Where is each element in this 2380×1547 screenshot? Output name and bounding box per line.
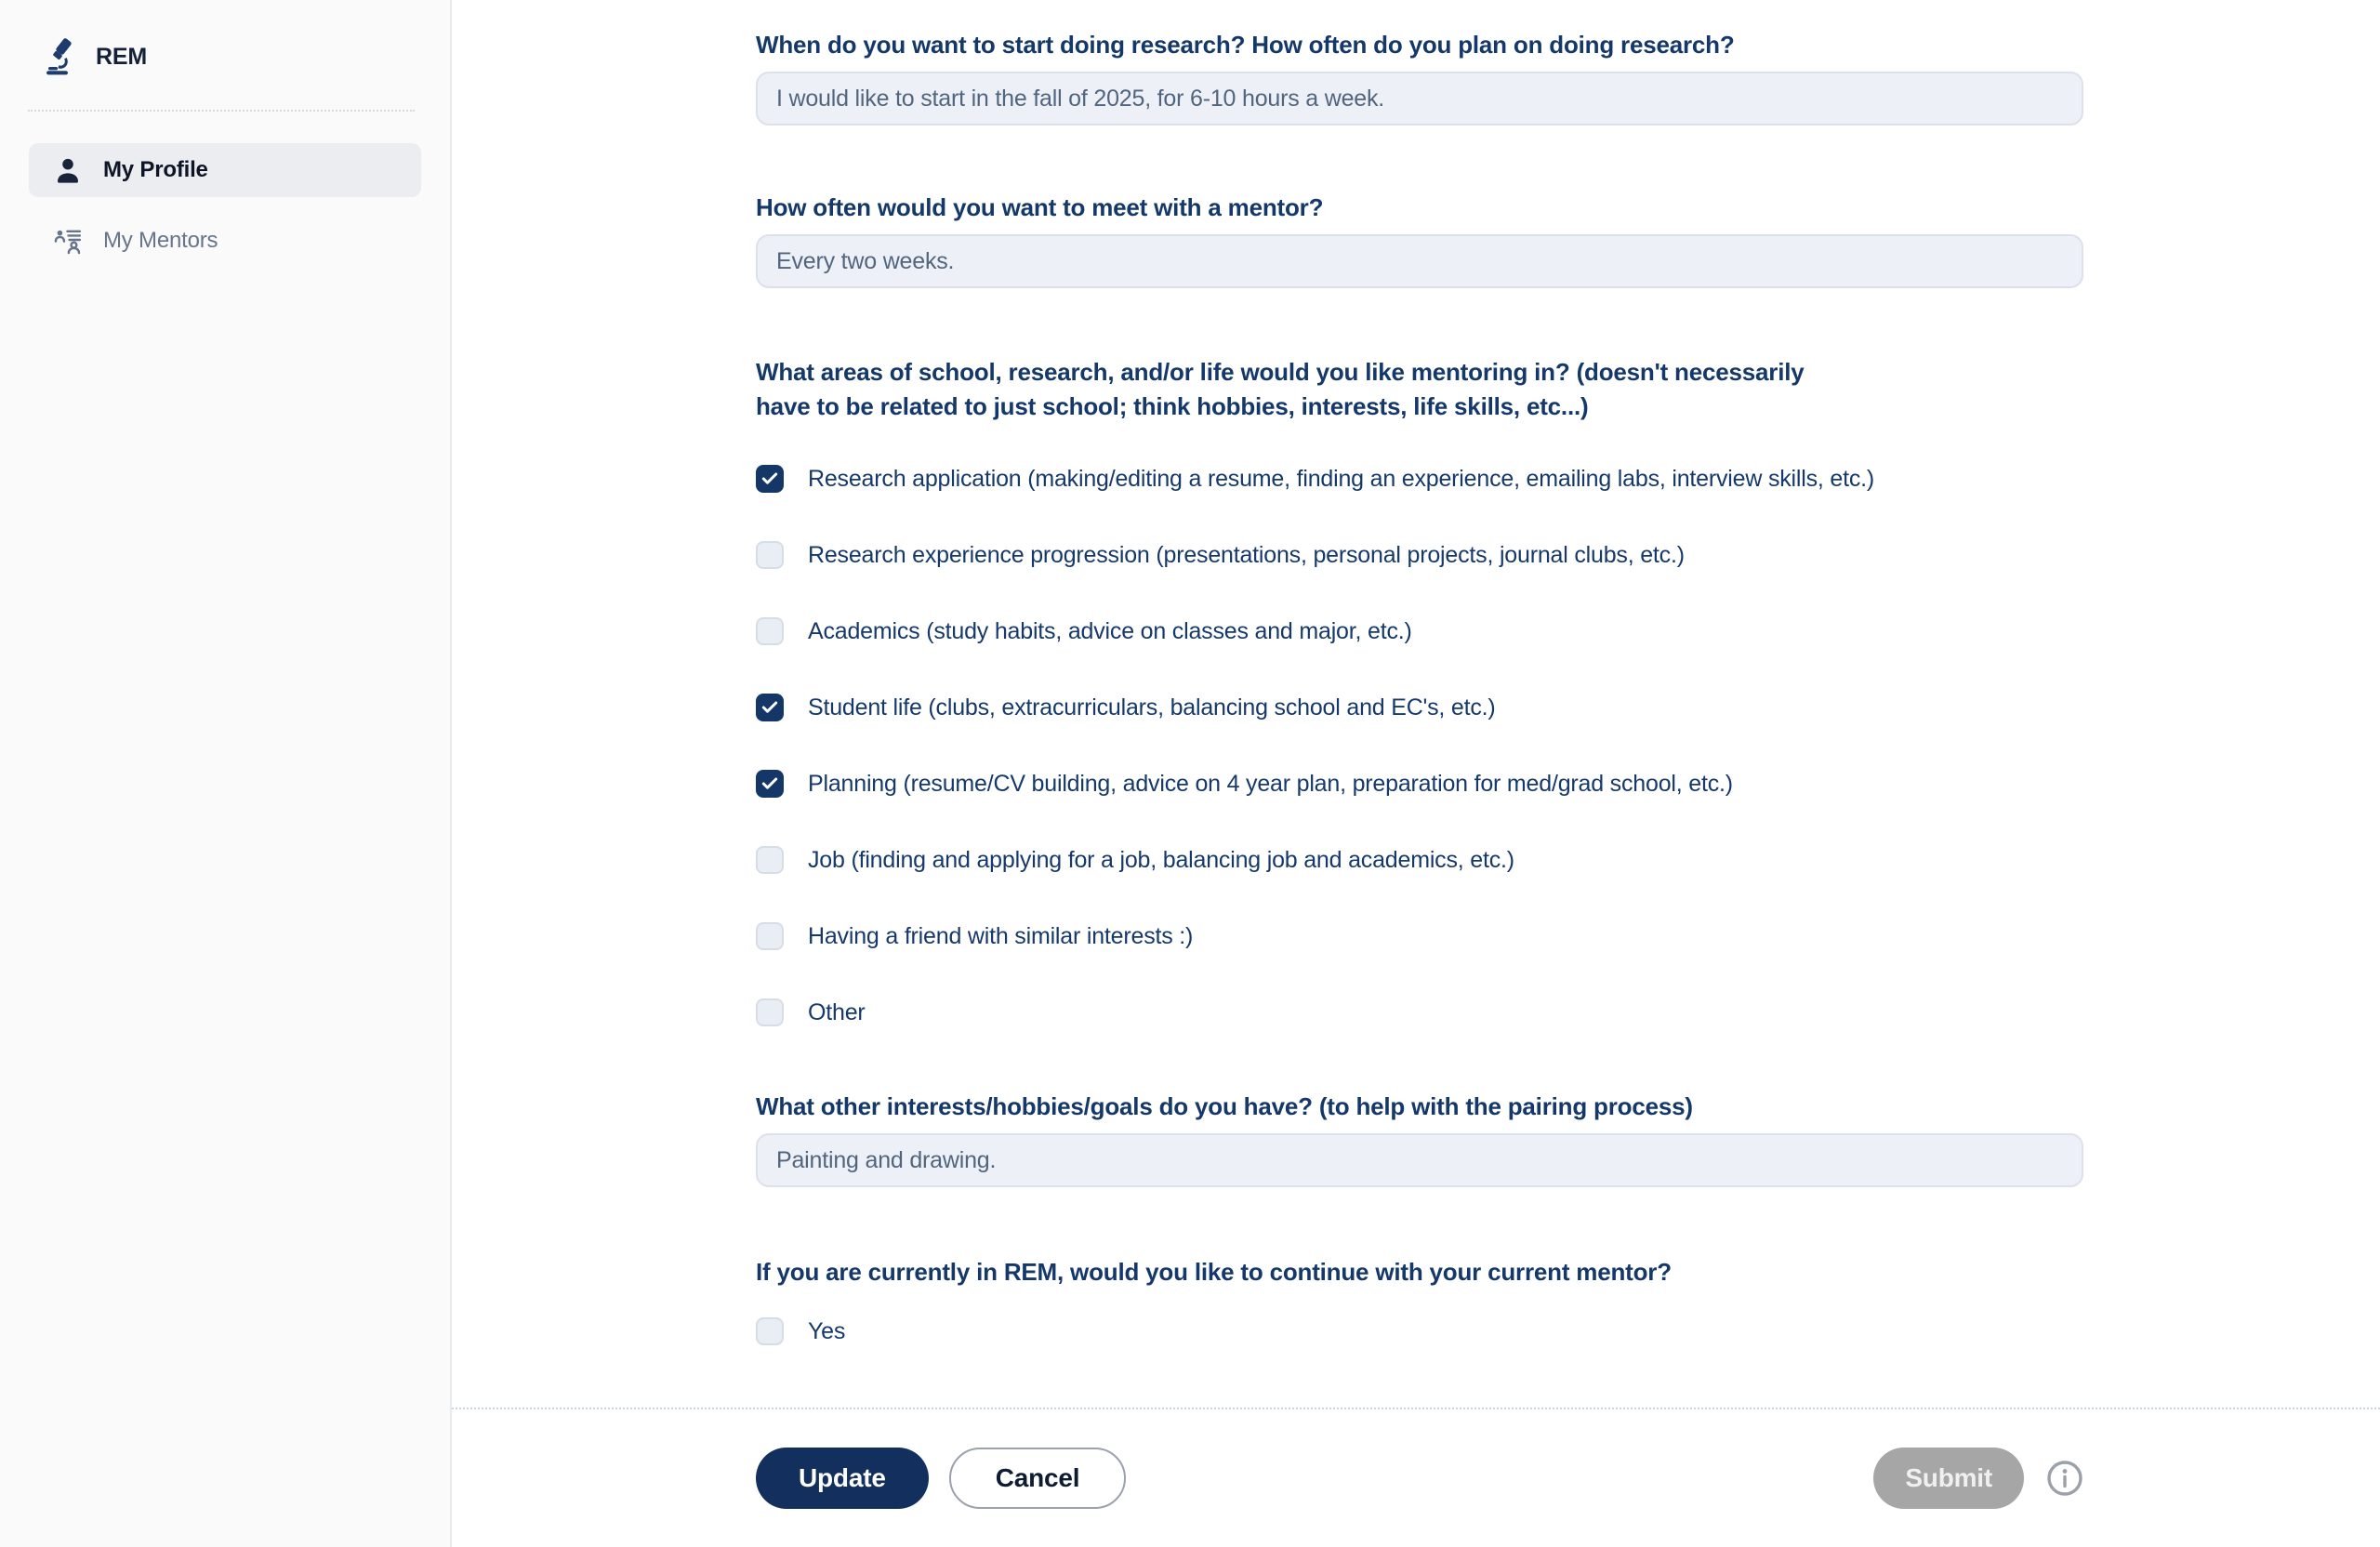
cancel-button[interactable]: Cancel xyxy=(949,1448,1127,1509)
submit-button[interactable]: Submit xyxy=(1873,1448,2024,1509)
checkbox[interactable] xyxy=(756,1317,784,1345)
question-meet-mentor: How often would you want to meet with a mentor? xyxy=(756,193,1324,221)
option-label: Academics (study habits, advice on classes and major, etc.) xyxy=(808,618,1412,644)
sidebar-item-my-profile[interactable] xyxy=(29,143,421,197)
option-planning[interactable] xyxy=(756,770,2084,798)
option-continue-yes[interactable] xyxy=(756,1317,2084,1345)
app-logo[interactable] xyxy=(0,35,450,78)
submit-group xyxy=(1873,1448,2084,1509)
checkbox[interactable] xyxy=(756,617,784,645)
option-label: Yes xyxy=(808,1318,846,1344)
option-student-life[interactable] xyxy=(756,694,2084,721)
option-label: Other xyxy=(808,999,866,1025)
question-continue-mentor: If you are currently in REM, would you like to continue with your current mentor? xyxy=(756,1258,1672,1286)
microscope-icon xyxy=(46,38,75,75)
option-label: Job (finding and applying for a job, balancing job and academics, etc.) xyxy=(808,847,1514,873)
checkbox[interactable] xyxy=(756,998,784,1026)
checkbox[interactable] xyxy=(756,846,784,874)
sidebar-nav xyxy=(0,143,450,268)
other-interests-input[interactable] xyxy=(756,1133,2083,1187)
main-content xyxy=(452,0,2380,1547)
app-title: REM xyxy=(96,43,147,70)
checkbox[interactable] xyxy=(756,465,784,493)
option-research-application[interactable] xyxy=(756,465,2084,493)
question-other-interests: What other interests/hobbies/goals do you have? (to help with the pairing process) xyxy=(756,1092,1693,1120)
option-job[interactable] xyxy=(756,846,2084,874)
checkbox[interactable] xyxy=(756,694,784,721)
form-action-bar xyxy=(452,1408,2380,1547)
mentors-icon xyxy=(53,226,83,256)
option-label: Research experience progression (presentations, personal projects, journal clubs, etc.) xyxy=(808,542,1685,568)
option-label: Research application (making/editing a resume, finding an experience, emailing labs, interview skills, etc.) xyxy=(808,466,1875,492)
checkbox[interactable] xyxy=(756,922,784,950)
meet-mentor-input[interactable] xyxy=(756,234,2083,288)
sidebar-item-label: My Profile xyxy=(103,157,208,182)
profile-form xyxy=(452,0,2380,1408)
sidebar-item-my-mentors[interactable] xyxy=(29,214,421,268)
option-label: Student life (clubs, extracurriculars, balancing school and EC's, etc.) xyxy=(808,694,1496,721)
user-icon xyxy=(53,155,83,185)
option-other[interactable] xyxy=(756,998,2084,1026)
sidebar-divider xyxy=(28,110,415,112)
option-label: Planning (resume/CV building, advice on 4 year plan, preparation for med/grad school, etc.) xyxy=(808,771,1733,797)
sidebar xyxy=(0,0,452,1547)
option-friend[interactable] xyxy=(756,922,2084,950)
question-mentoring-areas: What areas of school, research, and/or life would you like mentoring in? (doesn't necessarily have to be related to just school; think hobbies, interests, life skills, etc...) xyxy=(756,358,1805,420)
question-start-research: When do you want to start doing research? How often do you plan on doing research? xyxy=(756,31,1735,59)
start-research-input[interactable] xyxy=(756,72,2083,126)
sidebar-item-label: My Mentors xyxy=(103,228,218,253)
checkbox[interactable] xyxy=(756,770,784,798)
option-label: Having a friend with similar interests :) xyxy=(808,923,1194,949)
option-research-progression[interactable] xyxy=(756,541,2084,569)
update-button[interactable]: Update xyxy=(756,1448,929,1509)
info-icon[interactable] xyxy=(2045,1459,2084,1498)
checkbox[interactable] xyxy=(756,541,784,569)
option-academics[interactable] xyxy=(756,617,2084,645)
